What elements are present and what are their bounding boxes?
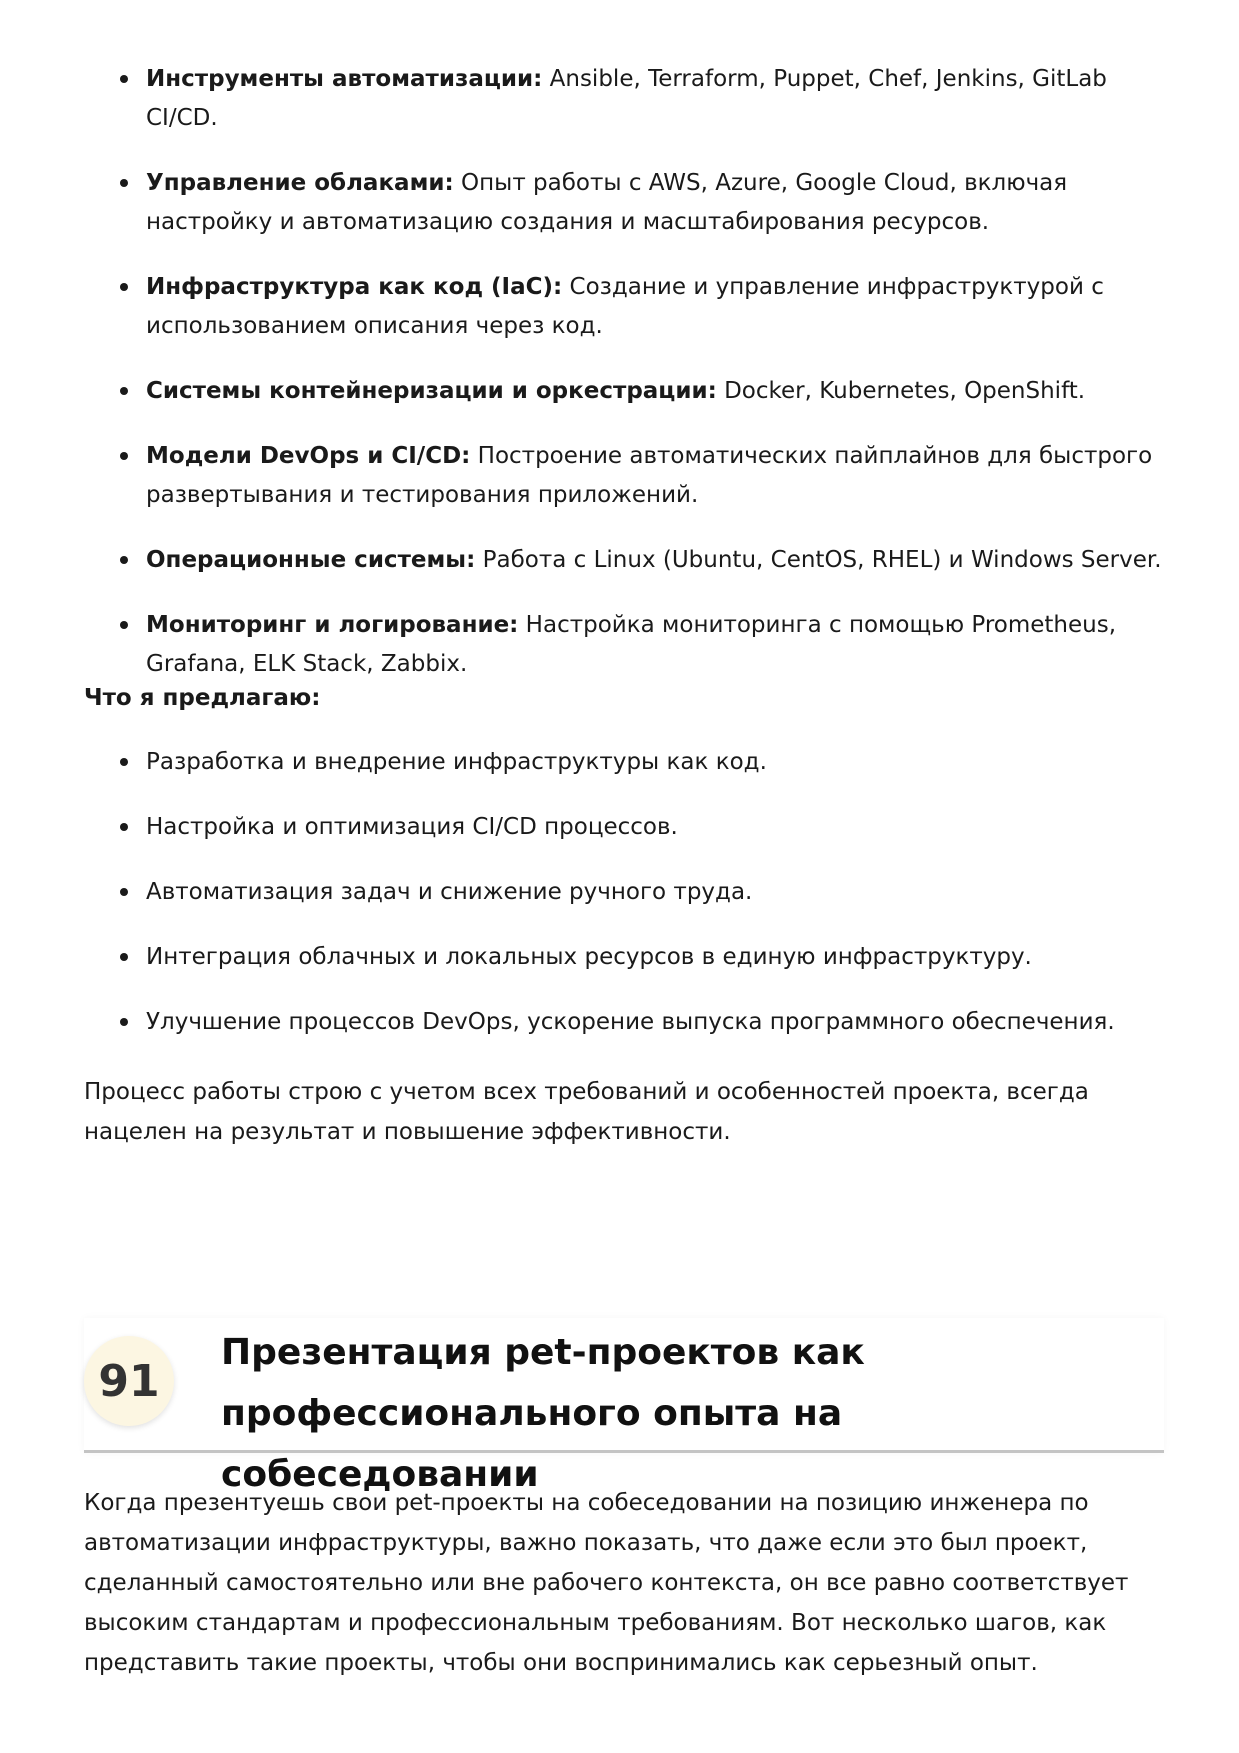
- offer-text: Улучшение процессов DevOps, ускорение выпуска программного обеспечения.: [146, 1009, 1115, 1035]
- skill-label: Инфраструктура как код (IaC):: [146, 274, 563, 300]
- section-number-badge: 91: [84, 1336, 174, 1426]
- list-item: [84, 541, 1164, 580]
- offer-text: Разработка и внедрение инфраструктуры как код.: [146, 749, 767, 775]
- section-title: Презентация pet-проектов как профессионального опыта на собеседовании: [221, 1332, 865, 1495]
- list-item: [84, 60, 1164, 138]
- bullet-icon: [120, 758, 128, 766]
- skill-text: Работа с Linux (Ubuntu, CentOS, RHEL) и Windows Server.: [475, 547, 1162, 573]
- skill-label: Модели DevOps и CI/CD:: [146, 443, 471, 469]
- skill-label: Управление облаками:: [146, 170, 454, 196]
- bullet-icon: [120, 75, 128, 83]
- offer-heading: Что я предлагаю:: [84, 685, 321, 711]
- skill-text: Построение автоматических пайплайнов для быстрого развертывания и тестирования приложений.: [146, 443, 1153, 508]
- offer-text: Автоматизация задач и снижение ручного труда.: [146, 879, 753, 905]
- list-item: [84, 606, 1164, 684]
- skill-text: Создание и управление инфраструктурой с использованием описания через код.: [146, 274, 1104, 339]
- intro-paragraph: Когда презентуешь свои pet-проекты на собеседовании на позицию инженера по автоматизации инфраструктуры, важно показать, что даже если это был проект, сделанный самостоятельно или вне рабочего контекста, он все равно соответствует высоким стандартам и профессиональным требованиям. Вот несколько шагов, как представить такие проекты, чтобы они воспринимались как серьезный опыт.: [84, 1490, 1129, 1676]
- list-item: [84, 437, 1164, 515]
- skill-text: Ansible, Terraform, Puppet, Chef, Jenkins, GitLab CI/CD.: [146, 66, 1107, 131]
- bullet-icon: [120, 452, 128, 460]
- bullet-icon: [120, 888, 128, 896]
- bullet-icon: [120, 1018, 128, 1026]
- bullet-icon: [120, 387, 128, 395]
- skill-text: Настройка мониторинга с помощью Prometheus, Grafana, ELK Stack, Zabbix.: [146, 612, 1117, 677]
- offers-list: [84, 743, 1164, 1068]
- bullet-icon: [120, 556, 128, 564]
- list-item: [84, 938, 1164, 977]
- skill-text: Опыт работы с AWS, Azure, Google Cloud, включая настройку и автоматизацию создания и масштабирования ресурсов.: [146, 170, 1068, 235]
- skill-label: Инструменты автоматизации:: [146, 66, 543, 92]
- bullet-icon: [120, 179, 128, 187]
- bullet-icon: [120, 953, 128, 961]
- section-header: [84, 1318, 1164, 1495]
- skill-label: Операционные системы:: [146, 547, 476, 573]
- list-item: [84, 873, 1164, 912]
- skill-label: Системы контейнеризации и оркестрации:: [146, 378, 717, 404]
- list-item: [84, 372, 1164, 411]
- list-item: [84, 268, 1164, 346]
- skill-text: Docker, Kubernetes, OpenShift.: [716, 378, 1086, 404]
- offer-text: Настройка и оптимизация CI/CD процессов.: [146, 814, 678, 840]
- closing-paragraph: Процесс работы строю с учетом всех требований и особенностей проекта, всегда нацелен на результат и повышение эффективности.: [84, 1079, 1089, 1145]
- list-item: [84, 1003, 1164, 1042]
- bullet-icon: [120, 823, 128, 831]
- list-item: [84, 743, 1164, 782]
- skill-label: Мониторинг и логирование:: [146, 612, 519, 638]
- skills-list: [84, 60, 1164, 710]
- bullet-icon: [120, 283, 128, 291]
- list-item: [84, 164, 1164, 242]
- offer-text: Интеграция облачных и локальных ресурсов в единую инфраструктуру.: [146, 944, 1032, 970]
- list-item: [84, 808, 1164, 847]
- bullet-icon: [120, 621, 128, 629]
